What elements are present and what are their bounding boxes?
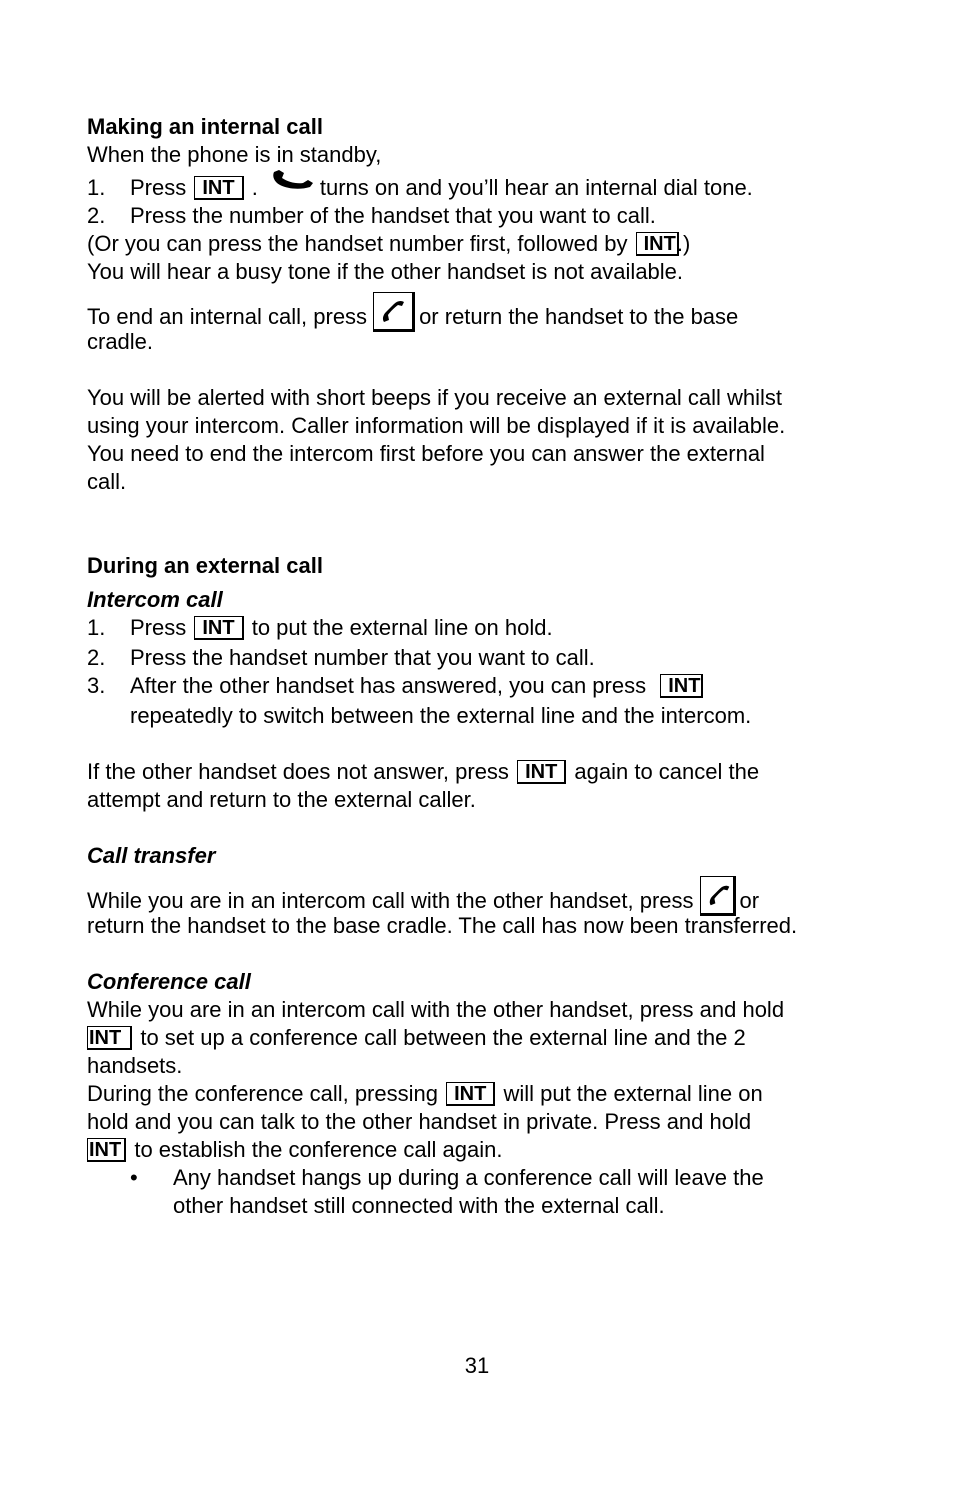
handset-talk-icon [270,169,316,193]
no-answer-note-line2: attempt and return to the external caller. [87,787,476,812]
transfer-line-2: return the handset to the base cradle. The call has now been transferred. [87,913,798,938]
hang-up-key-icon [700,876,736,916]
bullet-mark: • [130,1165,138,1190]
step-number: 1. [87,175,106,200]
heading-intercom-call: Intercom call [87,587,223,612]
hang-up-key-icon [373,292,415,332]
alert-line-3: You need to end the intercom first before you can answer the external [87,441,765,466]
conference-bullet [87,1164,887,1220]
end-text: or return the handset to the base [419,304,739,329]
internal-step-2 [87,202,887,230]
step-text: Press [130,615,187,640]
transfer-text: While you are in an intercom call with the other handset, press [87,888,694,913]
step-text: to put the external line on hold. [251,615,553,640]
step-number: 3. [87,673,106,698]
conference-line-4 [87,1080,887,1108]
step-text: Press [130,175,187,200]
note-text: .) [676,231,691,256]
note-text: again to cancel the [574,759,760,784]
heading-during-external-call: During an external call [87,553,323,578]
step-number: 2. [87,203,106,228]
step-text: turns on and you’ll hear an internal dial tone. [319,175,753,200]
standby-intro: When the phone is in standby, [87,142,382,167]
step-number: 1. [87,615,106,640]
conference-text: During the conference call, pressing [87,1081,438,1106]
alert-line-2: using your intercom. Caller information will be displayed if it is available. [87,413,786,438]
handset-number-note [87,230,887,258]
intercom-step-1 [87,614,887,642]
int-key: INT [517,760,566,784]
heading-call-transfer: Call transfer [87,843,216,868]
end-internal-call-line2: cradle. [87,329,154,354]
conference-line-5: hold and you can talk to the other handset in private. Press and hold [87,1109,752,1134]
bullet-text-line-2: other handset still connected with the external call. [173,1193,665,1218]
int-key: INT [194,176,243,200]
int-key: INT [87,1026,132,1050]
int-key: INT [660,674,703,698]
int-key: INT [194,616,243,640]
conference-text: to set up a conference call between the external line and the 2 [140,1025,746,1050]
step-text: Press the handset number that you want to call. [130,645,595,670]
step-text: . [251,175,258,200]
internal-step-1 [87,169,887,202]
intercom-step-3 [87,672,887,700]
conference-line-2 [87,1024,887,1052]
note-text: If the other handset does not answer, press [87,759,509,784]
intercom-step-2 [87,644,887,672]
note-text: (Or you can press the handset number first, followed by [87,231,628,256]
int-key: INT [87,1138,126,1162]
alert-line-4: call. [87,469,127,494]
heading-making-internal-call: Making an internal call [87,114,323,139]
int-key: INT [636,232,679,256]
int-key: INT [446,1082,495,1106]
alert-line-1: You will be alerted with short beeps if you receive an external call whilst [87,385,782,410]
bullet-text-line-1: Any handset hangs up during a conference call will leave the [173,1165,764,1190]
conference-line-1: While you are in an intercom call with the other handset, press and hold [87,997,785,1022]
heading-conference-call: Conference call [87,969,251,994]
conference-line-6 [87,1136,887,1164]
step-text: After the other handset has answered, you can press [130,673,647,698]
page-number: 31 [464,1353,490,1378]
step-text: Press the number of the handset that you want to call. [130,203,656,228]
manual-page [87,113,887,1220]
conference-line-3: handsets. [87,1053,183,1078]
step-number: 2. [87,645,106,670]
end-internal-call [87,292,887,332]
no-answer-note [87,758,887,786]
busy-tone-note: You will hear a busy tone if the other handset is not available. [87,259,684,284]
transfer-text: or [739,888,760,913]
transfer-line-1 [87,876,887,916]
end-text: To end an internal call, press [87,304,368,329]
conference-text: to establish the conference call again. [134,1137,503,1162]
intercom-step-3-line2: repeatedly to switch between the external line and the intercom. [130,703,752,728]
conference-text: will put the external line on [503,1081,763,1106]
